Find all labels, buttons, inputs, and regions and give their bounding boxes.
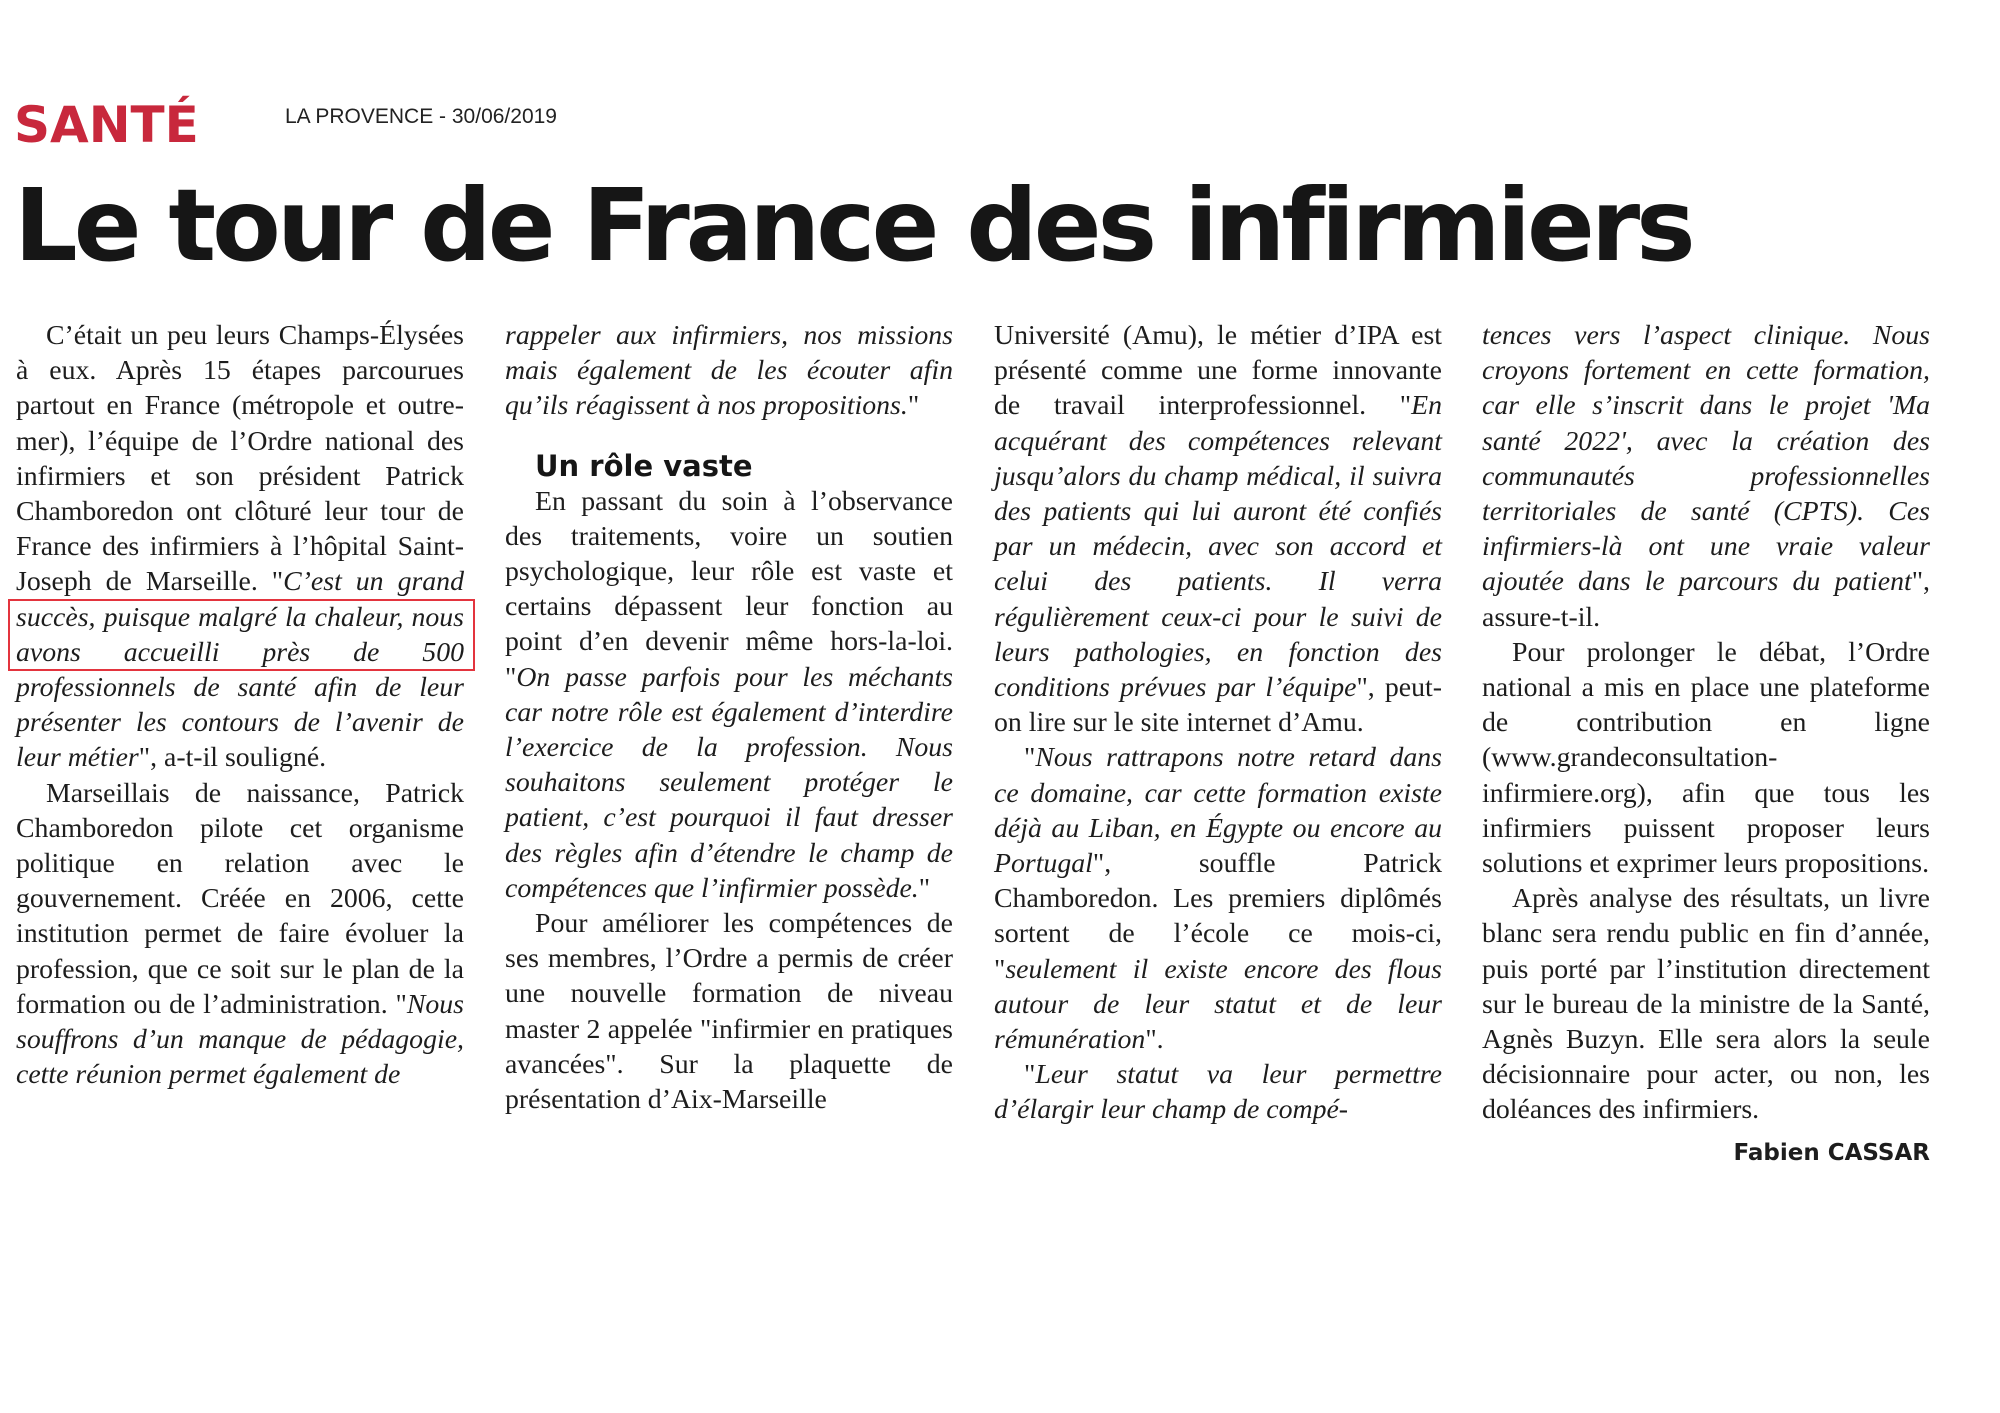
paragraph <box>505 318 953 424</box>
paragraph-text: " <box>907 390 920 422</box>
paragraph <box>994 1057 1442 1127</box>
quote-text: Nous rattrapons notre retard dans ce domaine, car cette formation existe déjà au Liban, en Égypte ou encore au Portugal <box>994 742 1442 880</box>
quote-text: Leur statut va leur permettre d’élargir leur champ de compé- <box>994 1059 1442 1126</box>
paragraph-text: " <box>1024 1059 1036 1091</box>
paragraph-text: Université (Amu), le métier d’IPA est présenté comme une forme innovante de travail interprofessionnel. " <box>994 320 1442 422</box>
paragraph: Pour prolonger le débat, l’Ordre national a mis en place une plateforme de contribution en ligne (www.grandeconsultation-infirmiere.org), afin que tous les infirmiers puissent proposer leurs solutions et exprimer leurs propositions. <box>1482 636 1930 880</box>
article-headline: Le tour de France des infirmiers <box>14 167 1692 284</box>
paragraph <box>1482 318 1930 635</box>
subheading: Un rôle vaste <box>535 448 753 483</box>
paragraph: Pour améliorer les compétences de ses membres, l’Ordre a permis de créer une nouvelle formation de niveau master 2 appelée "infirmier en pratiques avancées". Sur la plaquette de présentation d’Aix-Marseille <box>505 908 953 1116</box>
author-byline: Fabien CASSAR <box>1733 1139 1930 1166</box>
article-column-1 <box>16 318 464 1092</box>
paragraph <box>994 318 1442 740</box>
paragraph-text: Marseillais de naissance, Patrick Chamboredon pilote cet organisme politique en relation avec le gouvernement. Créée en 2006, cette institution permet de faire évoluer la profession, que ce soit sur le plan de la formation ou de l’administration. " <box>16 777 464 1020</box>
quote-text: On passe parfois pour les méchants car notre rôle est également d’interdire l’exercice de la profession. Nous souhaitons seulement protéger le patient, c’est pourquoi il faut dresser des règles afin d’étendre le champ de compétences que l’infirmier possède. <box>505 661 953 904</box>
paragraph <box>994 740 1442 1057</box>
article-column-3 <box>994 318 1442 1128</box>
paragraph <box>505 484 953 906</box>
paragraph-text: " <box>918 872 931 904</box>
paragraph <box>16 776 464 1093</box>
paragraph-text: " <box>1024 742 1036 774</box>
quote-text: seulement il existe encore des flous autour de leur statut et de leur rémunération <box>994 953 1442 1056</box>
paragraph-text: En passant du soin à l’observance des traitements, voire un soutien psychologique, leur rôle est vaste et certains dépassent leur fonction au point d’en devenir même hors-la-loi. " <box>505 485 953 693</box>
paragraph: Après analyse des résultats, un livre blanc sera rendu public en fin d’année, puis porté par l’institution directement sur le bureau de la ministre de la Santé, Agnès Buzyn. Elle sera alors la seule décisionnaire pour acter, ou non, les doléances des infirmiers. <box>1482 883 1930 1126</box>
source-date-line: LA PROVENCE - 30/06/2019 <box>285 105 557 128</box>
quote-text: En acquérant des compétences relevant jusqu’alors du champ médical, il suivra des patients qui lui auront été confiés par un médecin, avec son accord et celui des patients. Il verra régulièrement ceux-ci pour le suivi de leurs pathologies, en fonction des conditions prévues par l’équipe <box>994 390 1442 704</box>
article-column-4 <box>1482 318 1930 1168</box>
paragraph-text: ", assure-t-il. <box>1482 566 1930 633</box>
paragraph-text: ", peut-on lire sur le site internet d’Amu. <box>994 672 1443 739</box>
quote-text: Nous souffrons d’un manque de pédagogie, cette réunion permet également de <box>16 988 464 1091</box>
quote-text: tences vers l’aspect clinique. Nous croyons fortement en cette formation, car elle s’inscrit dans le projet 'Ma santé 2022', avec la création des communautés professionnelles territoriales de santé (CPTS). Ces infirmiers-là ont une vraie valeur ajoutée dans le parcours du patient <box>1482 320 1930 598</box>
paragraph-text: ", souffle Patrick Chamboredon. Les premiers diplômés sortent de l’école ce mois-ci, " <box>994 848 1442 985</box>
quote-text: C’est un grand succès, puisque malgré la chaleur, nous avons accueilli près de 500 professionnels de santé afin de leur présenter les contours de l’avenir de leur métier <box>16 566 464 774</box>
paragraph-text: ". <box>1145 1024 1164 1056</box>
paragraph-text: C’était un peu leurs Champs-Élysées à eux. Après 15 étapes parcourues partout en France (métropole et outre-mer), l’équipe de l’Ordre national des infirmiers et son président Patrick Chamboredon ont clôturé leur tour de France des infirmiers à l’hôpital Saint-Joseph de Marseille. " <box>16 320 464 598</box>
article-column-2 <box>505 318 953 1117</box>
quote-text: rappeler aux infirmiers, nos missions mais également de les écouter afin qu’ils réagissent à nos propositions. <box>505 320 953 422</box>
paragraph <box>16 318 464 776</box>
paragraph-text: ", a-t-il souligné. <box>138 742 327 774</box>
section-label: SANTÉ <box>14 96 199 154</box>
